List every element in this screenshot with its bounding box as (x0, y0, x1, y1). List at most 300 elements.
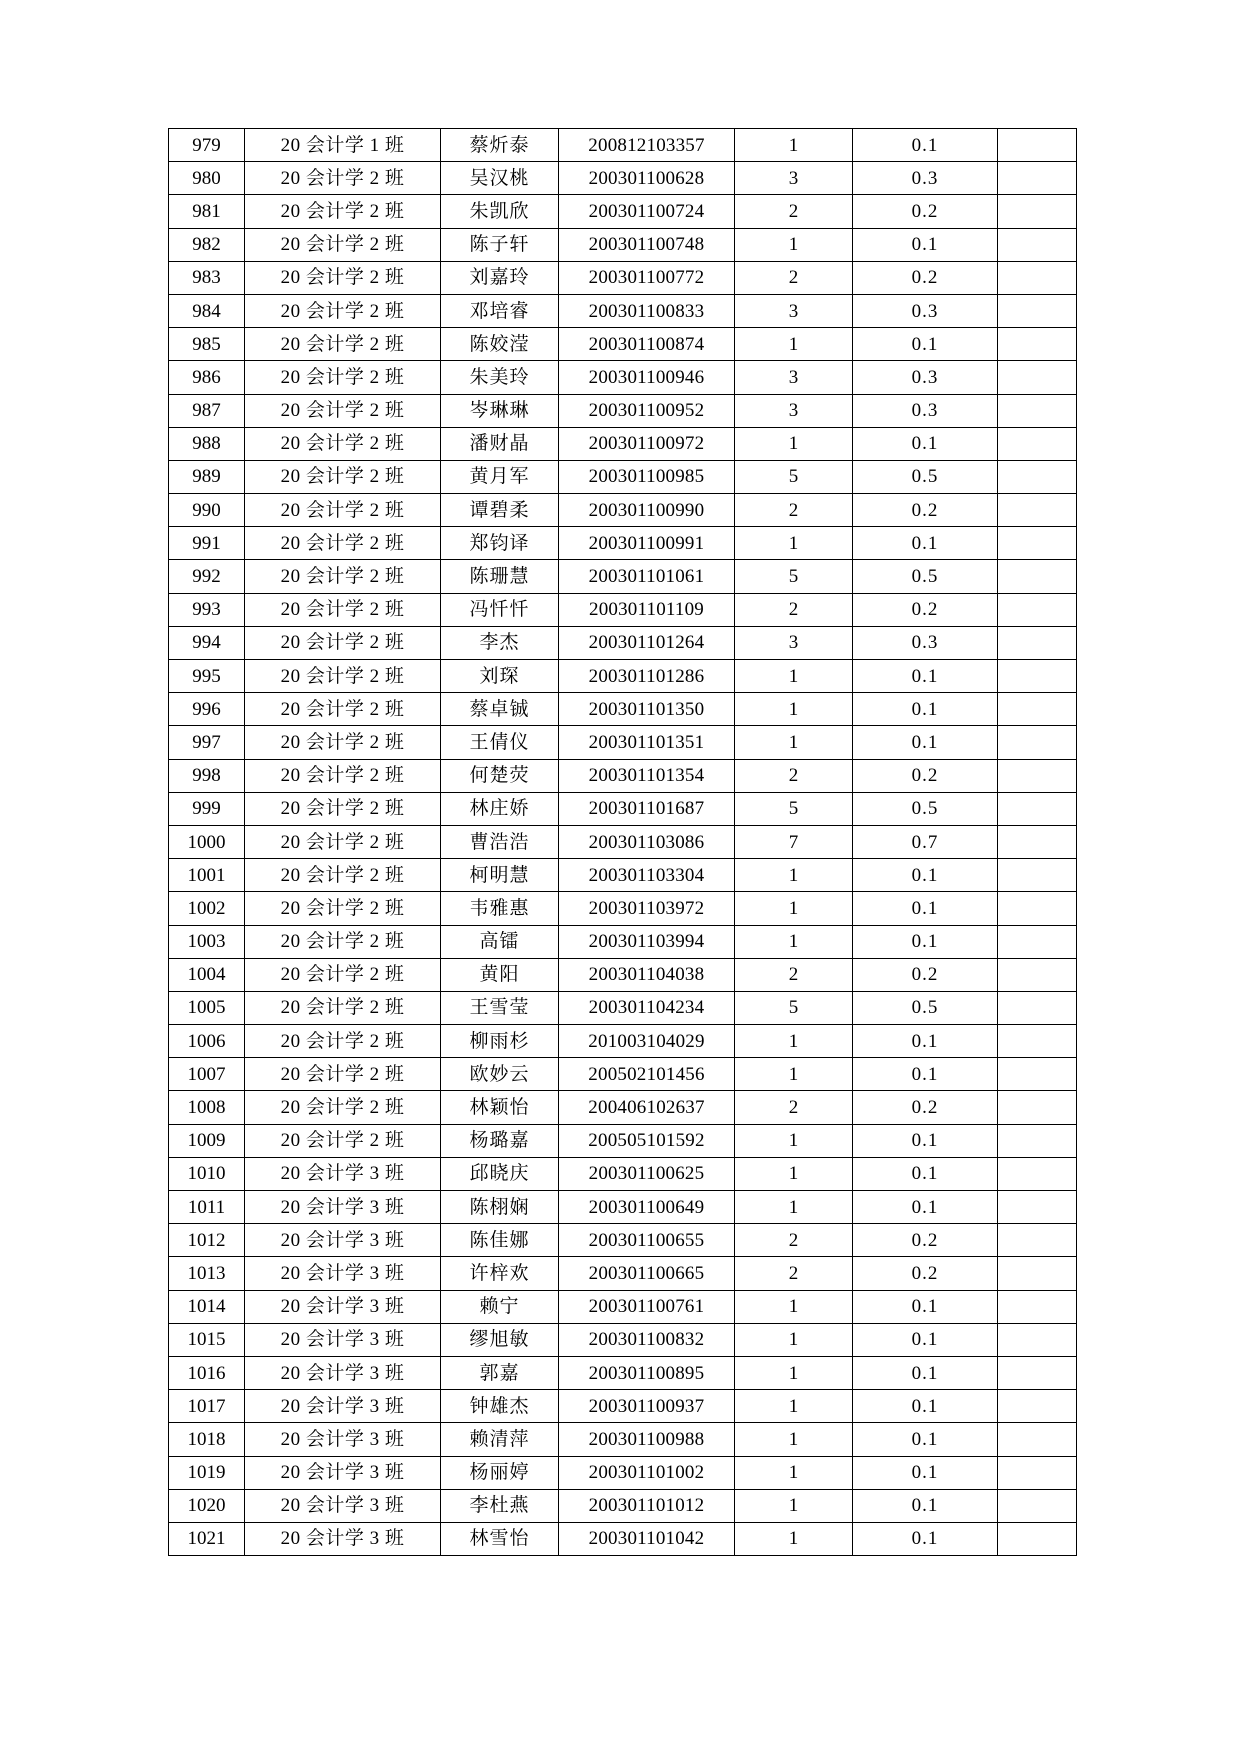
table-row (169, 228, 1077, 261)
row-student-id: 200301101687 (559, 792, 735, 825)
row-count: 1 (735, 1356, 853, 1389)
row-score: 0.5 (853, 560, 998, 593)
row-name: 吴汉桃 (441, 162, 559, 195)
row-index: 999 (169, 792, 245, 825)
row-score: 0.2 (853, 261, 998, 294)
row-class: 20 会计学 2 班 (245, 626, 441, 659)
table-body (169, 129, 1077, 1556)
row-remark (998, 560, 1077, 593)
table-row (169, 1124, 1077, 1157)
row-student-id: 200301100972 (559, 427, 735, 460)
row-count: 1 (735, 660, 853, 693)
row-score: 0.1 (853, 1390, 998, 1423)
table-row (169, 1390, 1077, 1423)
row-index: 980 (169, 162, 245, 195)
row-score: 0.3 (853, 162, 998, 195)
row-name: 邱晓庆 (441, 1157, 559, 1190)
row-remark (998, 1456, 1077, 1489)
table-row (169, 626, 1077, 659)
row-count: 1 (735, 1423, 853, 1456)
row-name: 黄阳 (441, 958, 559, 991)
row-score: 0.1 (853, 1423, 998, 1456)
row-class: 20 会计学 3 班 (245, 1224, 441, 1257)
row-index: 1017 (169, 1390, 245, 1423)
row-student-id: 200301101109 (559, 593, 735, 626)
row-index: 984 (169, 294, 245, 327)
row-class: 20 会计学 2 班 (245, 195, 441, 228)
row-count: 1 (735, 228, 853, 261)
table-row (169, 792, 1077, 825)
row-count: 2 (735, 593, 853, 626)
table-row (169, 1356, 1077, 1389)
row-class: 20 会计学 2 班 (245, 294, 441, 327)
row-index: 1012 (169, 1224, 245, 1257)
row-count: 5 (735, 991, 853, 1024)
row-score: 0.1 (853, 1522, 998, 1555)
row-remark (998, 1423, 1077, 1456)
row-remark (998, 626, 1077, 659)
table-row (169, 1323, 1077, 1356)
row-index: 1002 (169, 892, 245, 925)
row-remark (998, 759, 1077, 792)
row-name: 谭碧柔 (441, 494, 559, 527)
row-student-id: 200505101592 (559, 1124, 735, 1157)
row-name: 郭嘉 (441, 1356, 559, 1389)
row-name: 郑钧译 (441, 527, 559, 560)
row-class: 20 会计学 2 班 (245, 394, 441, 427)
row-class: 20 会计学 2 班 (245, 792, 441, 825)
row-name: 赖清萍 (441, 1423, 559, 1456)
row-student-id: 200502101456 (559, 1058, 735, 1091)
row-index: 1004 (169, 958, 245, 991)
row-index: 1003 (169, 925, 245, 958)
row-score: 0.1 (853, 859, 998, 892)
row-index: 1009 (169, 1124, 245, 1157)
row-remark (998, 494, 1077, 527)
row-remark (998, 859, 1077, 892)
row-name: 缪旭敏 (441, 1323, 559, 1356)
row-index: 992 (169, 560, 245, 593)
row-name: 王雪莹 (441, 991, 559, 1024)
row-count: 3 (735, 394, 853, 427)
row-index: 994 (169, 626, 245, 659)
row-count: 1 (735, 1290, 853, 1323)
row-class: 20 会计学 2 班 (245, 162, 441, 195)
table-row (169, 1091, 1077, 1124)
table-row (169, 1224, 1077, 1257)
row-score: 0.1 (853, 693, 998, 726)
row-name: 李杰 (441, 626, 559, 659)
row-name: 林庄娇 (441, 792, 559, 825)
row-index: 1016 (169, 1356, 245, 1389)
row-score: 0.1 (853, 1058, 998, 1091)
row-count: 2 (735, 494, 853, 527)
row-index: 1006 (169, 1025, 245, 1058)
row-index: 987 (169, 394, 245, 427)
row-score: 0.1 (853, 1356, 998, 1389)
row-class: 20 会计学 2 班 (245, 228, 441, 261)
row-remark (998, 1224, 1077, 1257)
table-row (169, 560, 1077, 593)
row-remark (998, 294, 1077, 327)
row-index: 985 (169, 328, 245, 361)
row-index: 990 (169, 494, 245, 527)
row-student-id: 200301100832 (559, 1323, 735, 1356)
table-row (169, 427, 1077, 460)
row-remark (998, 1257, 1077, 1290)
row-count: 3 (735, 361, 853, 394)
row-name: 蔡炘泰 (441, 129, 559, 162)
row-remark (998, 1025, 1077, 1058)
row-score: 0.2 (853, 759, 998, 792)
row-remark (998, 792, 1077, 825)
row-index: 1019 (169, 1456, 245, 1489)
row-name: 朱美玲 (441, 361, 559, 394)
table-row (169, 294, 1077, 327)
row-index: 986 (169, 361, 245, 394)
row-class: 20 会计学 3 班 (245, 1191, 441, 1224)
row-score: 0.1 (853, 427, 998, 460)
table-row (169, 261, 1077, 294)
row-index: 1011 (169, 1191, 245, 1224)
row-count: 1 (735, 1489, 853, 1522)
row-index: 979 (169, 129, 245, 162)
table-row (169, 361, 1077, 394)
row-student-id: 200301100937 (559, 1390, 735, 1423)
row-student-id: 200301101286 (559, 660, 735, 693)
row-remark (998, 1124, 1077, 1157)
row-score: 0.7 (853, 825, 998, 858)
table-row (169, 825, 1077, 858)
row-name: 陈子轩 (441, 228, 559, 261)
table-row (169, 328, 1077, 361)
row-score: 0.1 (853, 1290, 998, 1323)
row-class: 20 会计学 3 班 (245, 1157, 441, 1190)
row-remark (998, 1058, 1077, 1091)
row-index: 988 (169, 427, 245, 460)
row-class: 20 会计学 3 班 (245, 1323, 441, 1356)
row-name: 陈姣滢 (441, 328, 559, 361)
student-score-table (168, 128, 1077, 1556)
row-score: 0.1 (853, 1025, 998, 1058)
row-remark (998, 1390, 1077, 1423)
row-name: 刘琛 (441, 660, 559, 693)
row-class: 20 会计学 2 班 (245, 925, 441, 958)
row-remark (998, 1356, 1077, 1389)
row-remark (998, 660, 1077, 693)
row-class: 20 会计学 2 班 (245, 560, 441, 593)
row-count: 2 (735, 195, 853, 228)
row-student-id: 200301101061 (559, 560, 735, 593)
row-score: 0.1 (853, 1489, 998, 1522)
row-count: 1 (735, 925, 853, 958)
row-class: 20 会计学 2 班 (245, 991, 441, 1024)
table-row (169, 1489, 1077, 1522)
row-score: 0.2 (853, 1091, 998, 1124)
row-index: 983 (169, 261, 245, 294)
table-row (169, 991, 1077, 1024)
row-remark (998, 991, 1077, 1024)
table-row (169, 726, 1077, 759)
row-count: 1 (735, 1025, 853, 1058)
row-name: 陈栩娴 (441, 1191, 559, 1224)
table-row (169, 693, 1077, 726)
table-row (169, 195, 1077, 228)
row-score: 0.1 (853, 1124, 998, 1157)
row-class: 20 会计学 3 班 (245, 1257, 441, 1290)
table-row (169, 129, 1077, 162)
row-count: 5 (735, 560, 853, 593)
row-student-id: 200301100988 (559, 1423, 735, 1456)
row-count: 5 (735, 460, 853, 493)
row-class: 20 会计学 2 班 (245, 427, 441, 460)
row-student-id: 200301103972 (559, 892, 735, 925)
row-index: 998 (169, 759, 245, 792)
row-student-id: 200301101002 (559, 1456, 735, 1489)
table-row (169, 759, 1077, 792)
row-index: 995 (169, 660, 245, 693)
row-student-id: 201003104029 (559, 1025, 735, 1058)
row-student-id: 200301100665 (559, 1257, 735, 1290)
row-class: 20 会计学 3 班 (245, 1456, 441, 1489)
row-index: 1005 (169, 991, 245, 1024)
row-name: 冯忏忏 (441, 593, 559, 626)
row-score: 0.1 (853, 328, 998, 361)
row-remark (998, 460, 1077, 493)
row-score: 0.2 (853, 494, 998, 527)
row-score: 0.3 (853, 361, 998, 394)
row-student-id: 200301104038 (559, 958, 735, 991)
row-index: 1008 (169, 1091, 245, 1124)
row-name: 柯明慧 (441, 859, 559, 892)
row-count: 1 (735, 859, 853, 892)
row-class: 20 会计学 3 班 (245, 1390, 441, 1423)
row-count: 2 (735, 261, 853, 294)
row-class: 20 会计学 2 班 (245, 494, 441, 527)
row-score: 0.3 (853, 394, 998, 427)
row-remark (998, 1522, 1077, 1555)
row-student-id: 200301101351 (559, 726, 735, 759)
table-row (169, 1290, 1077, 1323)
row-count: 1 (735, 427, 853, 460)
table-row (169, 1191, 1077, 1224)
row-remark (998, 1191, 1077, 1224)
row-remark (998, 228, 1077, 261)
row-class: 20 会计学 2 班 (245, 1025, 441, 1058)
row-index: 996 (169, 693, 245, 726)
row-count: 1 (735, 1058, 853, 1091)
row-name: 蔡卓铖 (441, 693, 559, 726)
table-row (169, 958, 1077, 991)
row-index: 1007 (169, 1058, 245, 1091)
row-count: 5 (735, 792, 853, 825)
row-score: 0.1 (853, 527, 998, 560)
row-student-id: 200301100874 (559, 328, 735, 361)
row-count: 2 (735, 1224, 853, 1257)
row-student-id: 200301100724 (559, 195, 735, 228)
row-remark (998, 958, 1077, 991)
row-count: 1 (735, 1390, 853, 1423)
row-count: 1 (735, 527, 853, 560)
row-name: 林颖怡 (441, 1091, 559, 1124)
row-count: 1 (735, 1522, 853, 1555)
row-name: 高镭 (441, 925, 559, 958)
row-class: 20 会计学 2 班 (245, 958, 441, 991)
row-count: 1 (735, 726, 853, 759)
table-row (169, 1522, 1077, 1555)
row-index: 1000 (169, 825, 245, 858)
row-index: 1020 (169, 1489, 245, 1522)
table-row (169, 394, 1077, 427)
row-count: 3 (735, 162, 853, 195)
row-score: 0.1 (853, 1456, 998, 1489)
row-class: 20 会计学 2 班 (245, 328, 441, 361)
row-student-id: 200301100990 (559, 494, 735, 527)
row-class: 20 会计学 2 班 (245, 527, 441, 560)
table-row (169, 859, 1077, 892)
row-name: 欧妙云 (441, 1058, 559, 1091)
row-index: 1015 (169, 1323, 245, 1356)
row-student-id: 200301101012 (559, 1489, 735, 1522)
row-class: 20 会计学 3 班 (245, 1290, 441, 1323)
row-index: 1001 (169, 859, 245, 892)
row-index: 1018 (169, 1423, 245, 1456)
row-name: 朱凯欣 (441, 195, 559, 228)
row-name: 韦雅惠 (441, 892, 559, 925)
row-class: 20 会计学 3 班 (245, 1522, 441, 1555)
row-student-id: 200301101042 (559, 1522, 735, 1555)
row-score: 0.1 (853, 1157, 998, 1190)
row-student-id: 200301100946 (559, 361, 735, 394)
row-count: 2 (735, 759, 853, 792)
row-score: 0.3 (853, 294, 998, 327)
row-name: 钟雄杰 (441, 1390, 559, 1423)
row-student-id: 200301100772 (559, 261, 735, 294)
table-row (169, 660, 1077, 693)
row-remark (998, 693, 1077, 726)
row-remark (998, 129, 1077, 162)
row-count: 2 (735, 1091, 853, 1124)
table-row (169, 460, 1077, 493)
row-name: 王倩仪 (441, 726, 559, 759)
row-name: 陈珊慧 (441, 560, 559, 593)
row-count: 2 (735, 958, 853, 991)
row-student-id: 200301100952 (559, 394, 735, 427)
row-class: 20 会计学 3 班 (245, 1489, 441, 1522)
row-count: 1 (735, 1191, 853, 1224)
table-row (169, 1257, 1077, 1290)
row-score: 0.2 (853, 1224, 998, 1257)
row-count: 3 (735, 294, 853, 327)
row-remark (998, 261, 1077, 294)
row-class: 20 会计学 3 班 (245, 1423, 441, 1456)
row-index: 981 (169, 195, 245, 228)
table-row (169, 925, 1077, 958)
table-row (169, 1456, 1077, 1489)
row-class: 20 会计学 2 班 (245, 892, 441, 925)
row-count: 3 (735, 626, 853, 659)
table-row (169, 1025, 1077, 1058)
row-remark (998, 427, 1077, 460)
row-index: 997 (169, 726, 245, 759)
row-name: 柳雨杉 (441, 1025, 559, 1058)
row-score: 0.5 (853, 460, 998, 493)
row-name: 曹浩浩 (441, 825, 559, 858)
row-student-id: 200301101354 (559, 759, 735, 792)
row-remark (998, 892, 1077, 925)
row-name: 许梓欢 (441, 1257, 559, 1290)
row-class: 20 会计学 2 班 (245, 759, 441, 792)
table-row (169, 1058, 1077, 1091)
row-score: 0.1 (853, 660, 998, 693)
row-remark (998, 195, 1077, 228)
row-class: 20 会计学 2 班 (245, 460, 441, 493)
row-remark (998, 1323, 1077, 1356)
row-class: 20 会计学 2 班 (245, 1091, 441, 1124)
row-student-id: 200301100625 (559, 1157, 735, 1190)
row-student-id: 200301103994 (559, 925, 735, 958)
row-score: 0.1 (853, 129, 998, 162)
row-count: 1 (735, 1323, 853, 1356)
row-name: 杨丽婷 (441, 1456, 559, 1489)
table-row (169, 892, 1077, 925)
table-row (169, 1423, 1077, 1456)
row-score: 0.1 (853, 1323, 998, 1356)
row-student-id: 200301100655 (559, 1224, 735, 1257)
row-score: 0.5 (853, 792, 998, 825)
row-remark (998, 328, 1077, 361)
row-count: 1 (735, 1456, 853, 1489)
row-class: 20 会计学 2 班 (245, 825, 441, 858)
row-score: 0.1 (853, 726, 998, 759)
row-remark (998, 394, 1077, 427)
row-student-id: 200301100895 (559, 1356, 735, 1389)
row-index: 993 (169, 593, 245, 626)
row-name: 潘财晶 (441, 427, 559, 460)
row-count: 1 (735, 892, 853, 925)
table-row (169, 593, 1077, 626)
table-row (169, 162, 1077, 195)
row-student-id: 200812103357 (559, 129, 735, 162)
row-student-id: 200301100833 (559, 294, 735, 327)
row-class: 20 会计学 1 班 (245, 129, 441, 162)
row-remark (998, 1091, 1077, 1124)
row-score: 0.1 (853, 228, 998, 261)
row-class: 20 会计学 2 班 (245, 261, 441, 294)
row-index: 1013 (169, 1257, 245, 1290)
row-student-id: 200301100991 (559, 527, 735, 560)
row-name: 刘嘉玲 (441, 261, 559, 294)
row-remark (998, 162, 1077, 195)
row-count: 1 (735, 328, 853, 361)
row-student-id: 200301100748 (559, 228, 735, 261)
row-name: 邓培睿 (441, 294, 559, 327)
row-remark (998, 593, 1077, 626)
row-score: 0.2 (853, 1257, 998, 1290)
row-remark (998, 726, 1077, 759)
row-student-id: 200301100761 (559, 1290, 735, 1323)
row-class: 20 会计学 2 班 (245, 1058, 441, 1091)
row-remark (998, 527, 1077, 560)
row-index: 989 (169, 460, 245, 493)
table-row (169, 527, 1077, 560)
row-score: 0.1 (853, 1191, 998, 1224)
row-count: 2 (735, 1257, 853, 1290)
row-class: 20 会计学 2 班 (245, 660, 441, 693)
row-class: 20 会计学 2 班 (245, 859, 441, 892)
row-count: 1 (735, 1157, 853, 1190)
row-student-id: 200301100628 (559, 162, 735, 195)
